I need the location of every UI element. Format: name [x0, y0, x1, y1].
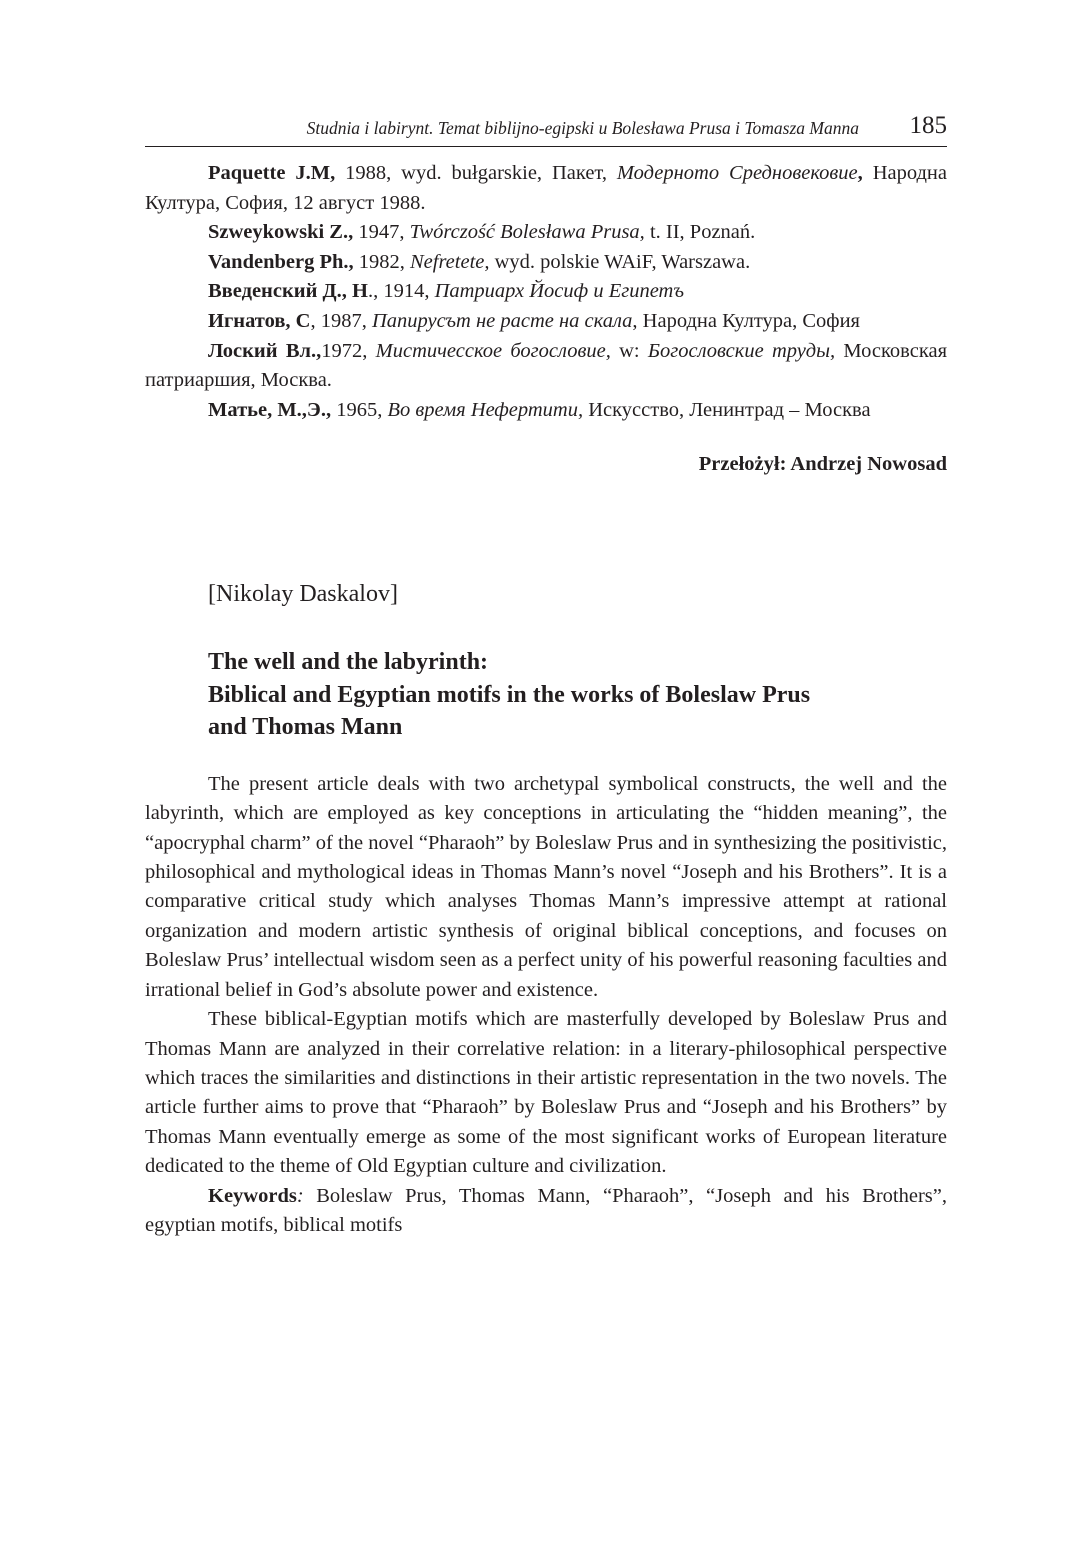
- ref-author: Матье, М.,Э.,: [208, 398, 332, 421]
- ref-details: Московская патриаршия, Москва.: [145, 339, 947, 392]
- bibliography-entry: [145, 396, 947, 426]
- keywords-colon: :: [296, 1184, 304, 1207]
- ref-details: , Народна Култура, София: [632, 309, 860, 332]
- ref-title: Nefretete,: [410, 250, 490, 273]
- ref-author: Введенский Д., Н: [208, 280, 368, 303]
- translator-credit: Przełożył: Andrzej Nowosad: [698, 453, 947, 476]
- ref-details: wyd. polskie WAiF, Warszawa.: [489, 250, 751, 273]
- bibliography-entry: [145, 218, 947, 248]
- article-title: [208, 646, 947, 744]
- ref-title: Во время Нефертити,: [387, 398, 584, 421]
- article-title-line: The well and the labyrinth:: [208, 649, 489, 676]
- ref-title: Папирусът не расте на скала: [371, 309, 633, 332]
- ref-details: ., 1914,: [367, 280, 435, 303]
- bibliography-entry: [145, 159, 947, 218]
- ref-details: 1982,: [353, 250, 410, 273]
- ref-author: Vandenberg Ph.,: [208, 250, 354, 273]
- ref-details: Народна Култура, София, 12 август 1988.: [145, 162, 947, 214]
- ref-author: Paquette J.M,: [208, 162, 336, 184]
- keywords: [145, 1182, 947, 1241]
- ref-details: Искусство, Ленинтрад – Москва: [583, 398, 871, 421]
- bibliography-entry: [145, 307, 947, 337]
- ref-details: w:: [610, 339, 648, 362]
- bibliography-entry: [145, 337, 947, 396]
- bibliography-entry: [145, 277, 947, 307]
- article-title-line: Biblical and Egyptian motifs in the works of Boleslaw Prus: [208, 681, 811, 708]
- abstract: [145, 770, 947, 1241]
- ref-title: Модерното Средновековие: [616, 162, 858, 184]
- ref-details: 1972,: [321, 339, 376, 362]
- ref-author: Szweykowski Z.,: [208, 221, 354, 244]
- ref-author: Игнатов, С: [208, 309, 311, 332]
- ref-punct: ,: [857, 162, 863, 184]
- keywords-label: Keywords: [208, 1184, 297, 1207]
- ref-author: Лоский Вл.,: [208, 339, 322, 362]
- ref-title: Мистичесское богословие,: [375, 339, 611, 362]
- ref-details: 1988, wyd. bułgarskie, Пакет,: [335, 162, 617, 184]
- page-number: 185: [909, 112, 947, 139]
- article-author: [Nikolay Daskalov]: [208, 581, 398, 608]
- ref-title: Богословские труды,: [647, 339, 836, 362]
- running-header: [145, 110, 947, 147]
- ref-title: Патриарх Йосиф и Египетъ: [434, 280, 684, 303]
- ref-title: Twórczość Bolesława Prusa,: [409, 221, 645, 244]
- document-page: [145, 110, 947, 1240]
- running-title: Studnia i labirynt. Temat biblijno-egipski u Bolesława Prusa i Tomasza Manna: [306, 118, 859, 138]
- bibliography: [145, 159, 947, 425]
- article-title-line: and Thomas Mann: [208, 714, 403, 741]
- abstract-paragraph: These biblical-Egyptian motifs which are masterfully developed by Boleslaw Prus and Thomas Mann are analyzed in their correlative relation: in a literary-philosophical perspective which traces the similarities and distinctions in their artistic representation in the two novels. The article further aims to prove that “Pharaoh” by Boleslaw Prus and “Joseph and his Brothers” by Thomas Mann eventually emerge as some of the most significant works of European literature dedicated to the theme of Old Egyptian culture and civilization.: [145, 1008, 947, 1178]
- bibliography-entry: [145, 248, 947, 278]
- keywords-text: Boleslaw Prus, Thomas Mann, “Pharaoh”, “Joseph and his Brothers”, egyptian motifs, biblical motifs: [145, 1184, 947, 1236]
- abstract-paragraph: The present article deals with two archetypal symbolical constructs, the well and the labyrinth, which are employed as key conceptions in articulating the “hidden meaning”, the “apocryphal charm” of the novel “Pharaoh” by Boleslaw Prus and in synthesizing the positivistic, philosophical and mythological ideas in Thomas Mann’s novel “Joseph and his Brothers”. It is a comparative critical study which analyses Thomas Mann’s impressive attempt at rational organization and modern artistic synthesis of original biblical conceptions, and focuses on Boleslaw Prus’ intellectual wisdom seen as a perfect unity of his powerful reasoning faculties and irrational belief in God’s absolute power and existence.: [145, 772, 947, 1001]
- ref-details: 1965,: [331, 398, 388, 421]
- ref-details: 1947,: [353, 221, 410, 244]
- ref-details: , 1987,: [310, 309, 372, 332]
- ref-details: t. II, Poznań.: [644, 221, 756, 244]
